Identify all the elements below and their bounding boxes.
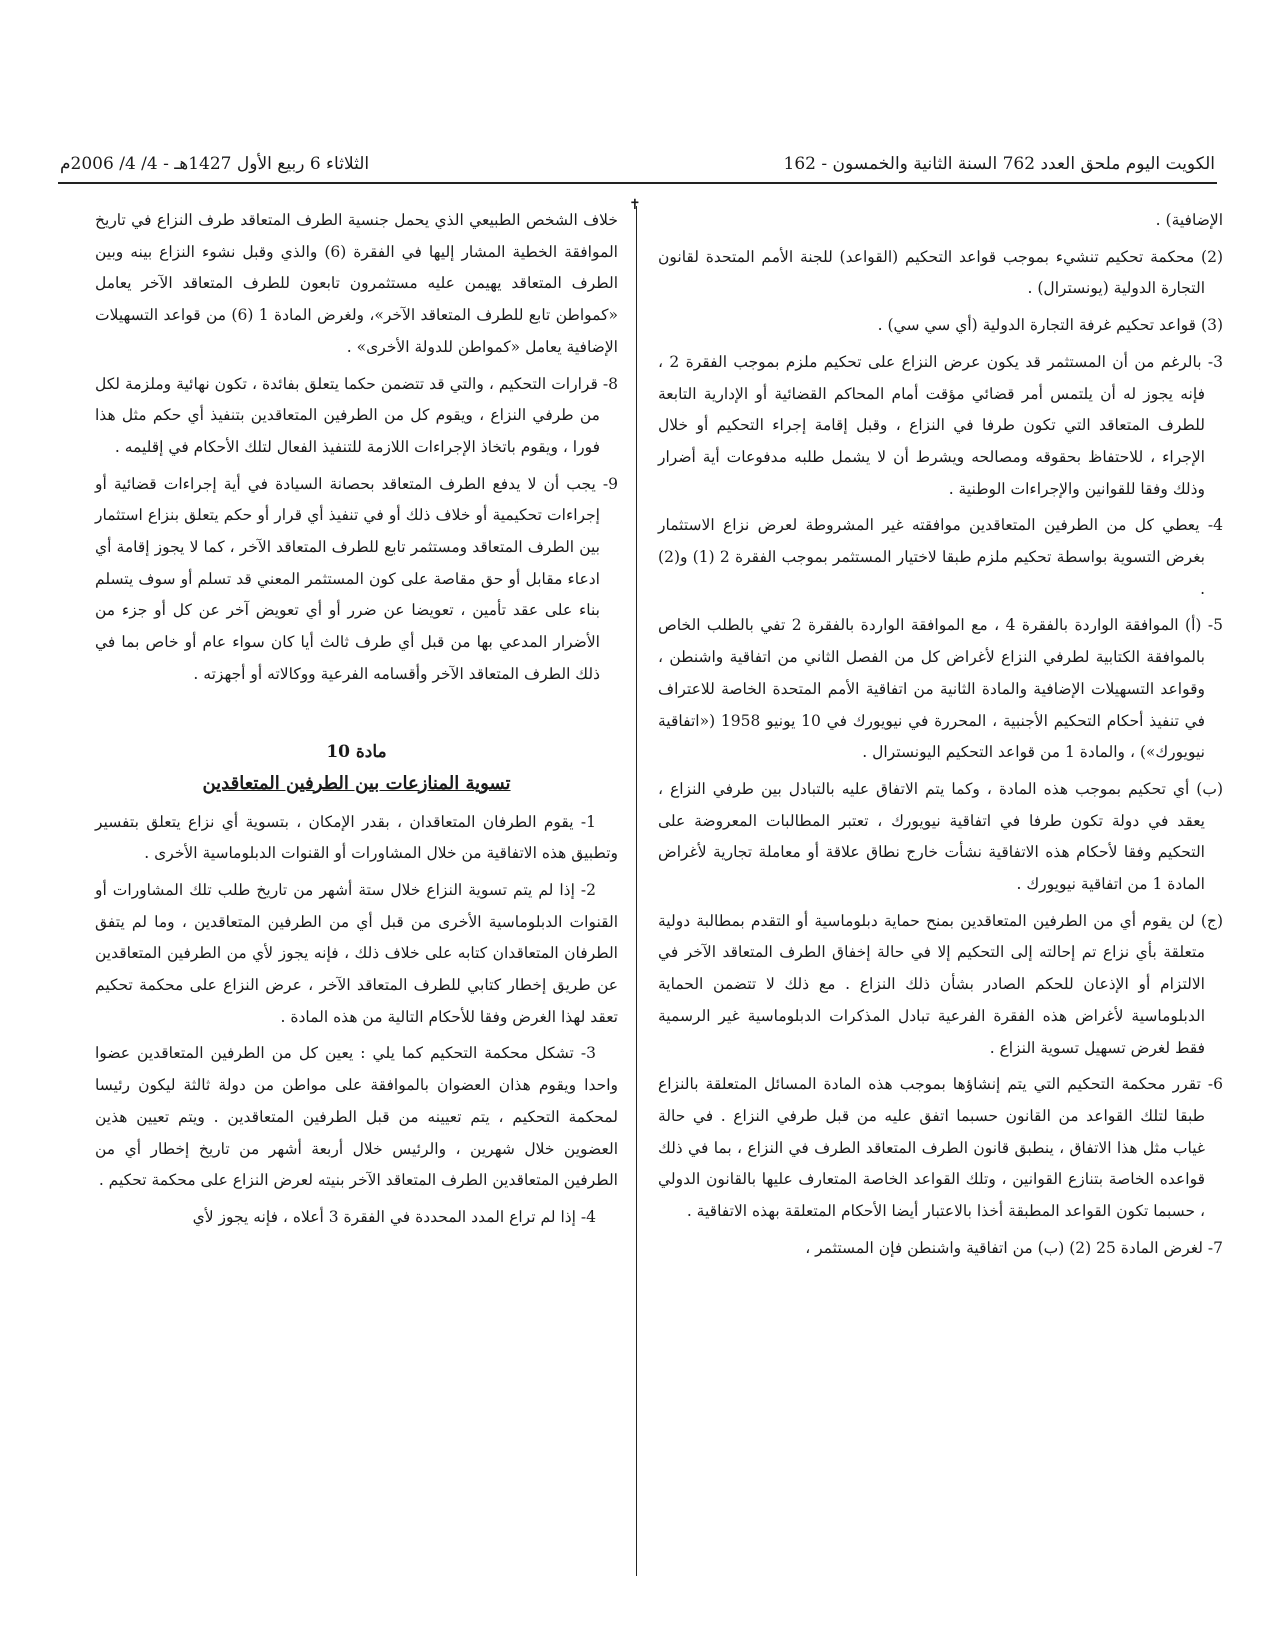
article-title: مادة 10 — [326, 741, 387, 762]
paragraph: 1- يقوم الطرفان المتعاقدان ، بقدر الإمكان ، بتسوية أي نزاع يتعلق بتفسير وتطبيق هذه الاتفاقية من خلال المشاورات أو القنوات الدبلوماسية الأخرى . — [95, 812, 618, 863]
paragraph: (3) قواعد تحكيم غرفة التجارة الدولية (أي سي سي) . — [877, 316, 1223, 335]
header-gazette-info: الكويت اليوم ملحق العدد 762 السنة الثانية والخمسون - 162 — [783, 154, 1215, 174]
paragraph: 9- يجب أن لا يدفع الطرف المتعاقد بحصانة السيادة في أية إجراءات قضائية أو إجراءات تحكيمية أو خلاف ذلك أو في تنفيذ أي قرار أو حكم يتعلق بنزاع استثمار بين الطرف المتعاقد ومستثمر تابع للطرف المتعاقد الآخر ، كما لا يجوز إقامة أي ادعاء مقابل أو حق مقاصة على كون المستثمر المعني قد تسلم أو سوف يتسلم بناء على عقد تأمين ، تعويضا عن ضرر أو أي تعويض آخر عن كل أو جزء من الأضرار المدعي بها من قبل أي طرف ثالث أيا كان سواء عام أو خاص بما في ذلك الطرف المتعاقد الآخر وأقسامه الفرعية ووكالاته أو أجهزته . — [95, 474, 618, 683]
paragraph: الإضافية) . — [1155, 211, 1223, 229]
header-date: الثلاثاء 6 ربيع الأول 1427هـ - 4/ 4/ 2006م — [60, 154, 370, 174]
left-column — [95, 205, 618, 1239]
paragraph: 6- تقرر محكمة التحكيم التي يتم إنشاؤها بموجب هذه المادة المسائل المتعلقة بالنزاع طبقا لتلك القواعد من القانون حسبما اتفق عليه من قبل طرفي النزاع . في حالة غياب مثل هذا الاتفاق ، ينطبق قانون الطرف المتعاقد الطرف في النزاع ، بما في ذلك قواعده الخاصة بتنازع القوانين ، وتلك القواعد الخاصة المتعارف عليها بالقانون الدولي ، حسبما تكون القواعد المطبقة أخذا بالاعتبار أيضا الأحكام المتعلقة بهذه الاتفاقية . — [658, 1075, 1223, 1221]
paragraph: 5- (أ) الموافقة الواردة بالفقرة 4 ، مع الموافقة الواردة بالفقرة 2 تفي بالطلب الخاص بالموافقة الكتابية لطرفي النزاع لأغراض كل من الفصل الثاني من اتفاقية واشنطن ، وقواعد التسهيلات الإضافية والمادة الثانية من اتفاقية الأمم المتحدة الخاصة للاعتراف في تنفيذ أحكام التحكيم الأجنبية ، المحررة في نيويورك في 10 يونيو 1958 («اتفاقية نيويورك») ، والمادة 1 من قواعد التحكيم اليونسترال . — [658, 616, 1223, 762]
paragraph: 2- إذا لم يتم تسوية النزاع خلال ستة أشهر من تاريخ طلب تلك المشاورات أو القنوات الدبلوماسية الأخرى من قبل أي من الطرفين المتعاقدين ، وما لم يتفق الطرفان المتعاقدان كتابه على خلاف ذلك ، فإنه يجوز لأي من الطرفين المتعاقدين عن طريق إخطار كتابي للطرف المتعاقد الآخر ، عرض النزاع على محكمة تحكيم تعقد لهذا الغرض وفقا للأحكام التالية من هذه المادة . — [95, 880, 618, 1026]
article-heading: تسوية المنازعات بين الطرفين المتعاقدين — [202, 772, 511, 794]
paragraph: 3- بالرغم من أن المستثمر قد يكون عرض النزاع على تحكيم ملزم بموجب الفقرة 2 ، فإنه يجوز له أن يلتمس أمر قضائي مؤقت أمام المحاكم القضائية أو الإدارية التابعة للطرف المتعاقد التي تكون طرفا في النزاع ، وقبل إقامة إجراء التحكيم أو خلال الإجراء ، للاحتفاظ بحقوقه ومصالحه ويشرط أن لا يشمل طلبه مدفوعات أية أضرار وذلك وفقا للقوانين والإجراءات الوطنية . — [658, 352, 1223, 498]
paragraph: (2) محكمة تحكيم تنشيء بموجب قواعد التحكيم (القواعد) للجنة الأمم المتحدة لقانون التجارة الدولية (يونسترال) . — [658, 247, 1223, 298]
paragraph: (ج) لن يقوم أي من الطرفين المتعاقدين بمنح حماية دبلوماسية أو التقدم بمطالبة دولية متعلقة بأي نزاع تم إحالته إلى التحكيم إلا في حالة إخفاق الطرف المتعاقد الآخر في الالتزام أو الإذعان للحكم الصادر بشأن ذلك النزاع . مع ذلك لا تتضمن الحماية الدبلوماسية لأغراض هذه الفقرة الفرعية تبادل المذكرات الدبلوماسية غير الرسمية فقط لغرض تسهيل تسوية النزاع . — [658, 911, 1223, 1057]
paragraph: خلاف الشخص الطبيعي الذي يحمل جنسية الطرف المتعاقد طرف النزاع في تاريخ الموافقة الخطية المشار إليها في الفقرة (6) والذي وقبل نشوء النزاع بينه وبين الطرف المتعاقد يهيمن عليه مستثمرون تابعون للطرف المتعاقد الآخر يعامل «كمواطن تابع للطرف المتعاقد الآخر»، ولغرض المادة 1 (6) من قواعد التسهيلات الإضافية يعامل «كمواطن للدولة الأخرى» . — [95, 211, 618, 356]
paragraph: 4- يعطي كل من الطرفين المتعاقدين موافقته غير المشروطة لعرض نزاع الاستثمار بغرض التسوية بواسطة تحكيم ملزم طبقا لاختيار المستثمر بموجب الفقرة 2 (1) و(2) . — [658, 516, 1223, 598]
paragraph: (ب) أي تحكيم بموجب هذه المادة ، وكما يتم الاتفاق عليه بالتبادل بين طرفي النزاع ، يعقد في دولة تكون طرفا في اتفاقية نيويورك ، تعتبر المطالبات المعروضة على التحكيم وفقا لأحكام هذه الاتفاقية نشأت خارج نطاق علاقة أو معاملة تجارية لأغراض المادة 1 من اتفاقية نيويورك . — [658, 779, 1223, 894]
column-divider-cap: ✝ — [629, 197, 641, 213]
right-column — [658, 205, 1223, 1270]
paragraph: 7- لغرض المادة 25 (2) (ب) من اتفاقية واشنطن فإن المستثمر ، — [805, 1238, 1223, 1257]
page-header — [60, 148, 1215, 182]
paragraph: 4- إذا لم تراع المدد المحددة في الفقرة 3 أعلاه ، فإنه يجوز لأي — [192, 1207, 596, 1226]
header-rule — [58, 182, 1217, 184]
paragraph: 3- تشكل محكمة التحكيم كما يلي : يعين كل من الطرفين المتعاقدين عضوا واحدا ويقوم هذان العضوان بالموافقة على مواطن من دولة ثالثة ليكون رئيسا لمحكمة التحكيم ، يتم تعيينه من قبل الطرفين المتعاقدين . ويتم تعيين هذين العضوين خلال شهرين ، والرئيس خلال أربعة أشهر من تاريخ إخطار أي من الطرفين المتعاقدين الطرف المتعاقد الآخر بنيته لعرض النزاع على محكمة تحكيم . — [95, 1044, 618, 1190]
paragraph: 8- قرارات التحكيم ، والتي قد تتضمن حكما يتعلق بفائدة ، تكون نهائية وملزمة لكل من طرفي النزاع ، ويقوم كل من الطرفين المتعاقدين بتنفيذ أي حكم مثل هذا فورا ، ويقوم باتخاذ الإجراءات اللازمة للتنفيذ الفعال لتلك الأحكام في إقليمه . — [95, 374, 618, 456]
column-divider — [636, 206, 637, 1576]
